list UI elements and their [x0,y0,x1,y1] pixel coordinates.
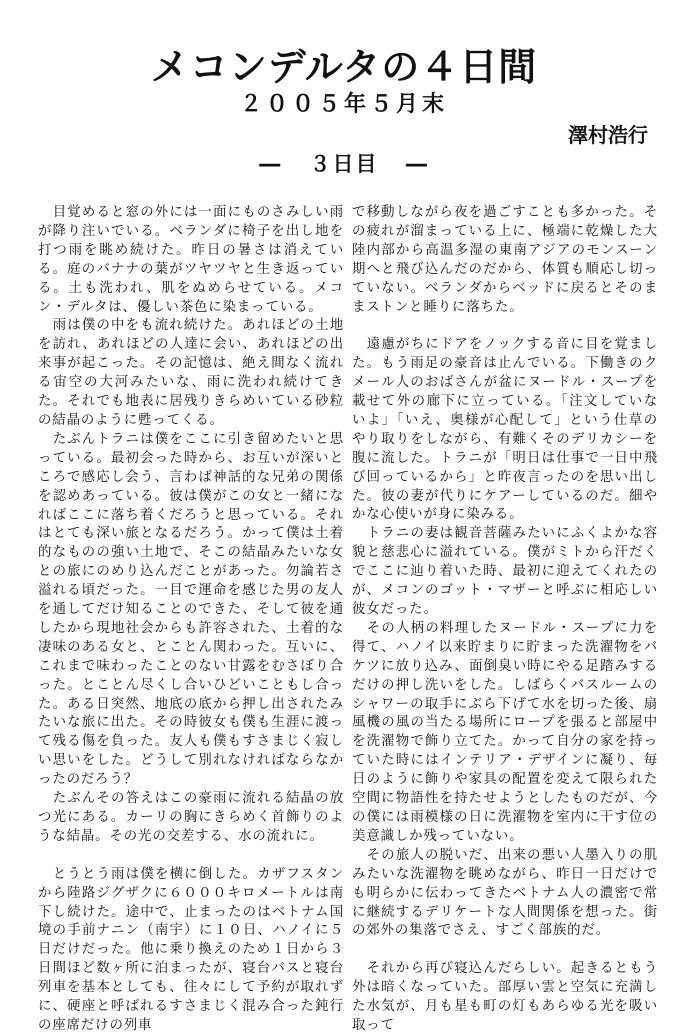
paragraph: で移動しながら夜を過ごすことも多かった。その疲れが溜まっている上に、極端に乾燥した大陸内部から高温多湿の東南アジアのモンスーン期へと飛び込んだのだから、体質も順応し切っていない。ベランダからベッドに戻るとそのままストンと睡りに落ちた。 [352,205,658,315]
chapter-heading [0,150,688,178]
chapter-dash-right: ― [405,152,429,176]
paragraph: その旅人の脱いだ、出来の悪い人墨入りの肌みたいな洗濯物を眺めながら、昨日一日だけでも明らかに伝わってきたベトナム人の濃密で常に継続するデリケートな人間関係を想った。街の郊外の集落でさえ、すごく部族的だ。 [352,847,658,939]
paragraph-spacer [352,317,658,336]
right-column [352,204,658,1036]
paragraph: それから再び寝込んだらしい。起きるともう外は暗くなっていた。部厚い雲と空気に充満した水気が、月も星も町の灯もあらゆる光を吸い取って [352,961,658,1033]
paragraph-spacer [38,847,344,866]
chapter-dash-left: ― [259,152,283,176]
chapter-label: ３日目 [309,152,379,176]
paragraph: 目覚めると窓の外には一面にものさみしい雨が降り注いでいる。ベランダに椅子を出し地を打つ雨を眺め続けた。昨日の暑さは消えている。庭のバナナの葉がツヤツヤと生き返っている。土も洗われ、肌をぬめらせている。メコン・デルタは、優しい茶色に染まっている。 [38,205,344,315]
author-name: 澤村浩行 [568,123,648,147]
left-column [38,204,344,1036]
document-title: メコンデルタの４日間 [150,45,538,89]
paragraph: たぶんトラニは僕をここに引き留めたいと思っている。最初会った時から、お互いが深いところで感応し会う、言わば神話的な兄弟の関係を認めあっている。彼は僕がこの女と一緒になればここに落ち着くだろうと思っている。それはとても深い旅となるだろう。かって僕は土着的なものの強い土地で、そこの結晶みたいな女との旅にのめり込んだことがあった。勿論若さ溢れる頃だった。一目で運命を感じた男の友人を通してだけ知ることのできた、そして彼を通したから現地社会からも許容された、土着的な凄味のある女と、とことん関わった。互いに、これまで味わったことのない甘露をむさぼり合った。とことん尽くし合いひどいこともし合った。ある日突然、地底の底から押し出されたみたいな旅に出た。その時彼女も僕も生涯に渡って残る傷を負った。友人も僕もすさまじく寂しい思いをした。どうして別れなければならなかったのだろう？ [38,431,344,788]
paragraph: たぶんその答えはこの豪雨に流れる結晶の放つ光にある。カーリの胸にきらめく首飾りのような結晶。その光の交差する、水の流れに。 [38,791,344,844]
paragraph: とうとう雨は僕を横に倒した。カザフスタンから陸路ジグザクに６０００キロメートルは南下し続けた。途中で、止まったのはベトナム国境の手前ナニン（南宇）に１０日、ハノイに５日だけだった。他に乗り換えのため１日から３日間ほど数ヶ所に泊まったが、寝台バスと寝台列車を基本としても、往々にして予約が取れずに、硬座と呼ばれるすさまじく混み合った鈍行の座席だけの列車 [38,866,344,1033]
paragraph-spacer [352,941,658,960]
paragraph: 遠慮がちにドアをノックする音に目を覚ました。もう雨足の豪音は止んでいる。下働きのクメール人のおばさんが盆にヌードル・スープを載せて外の廊下に立っている。「注文していないよ」「いえ、奥様が心配して」という仕草のやり取りをしながら、有難くそのデリカシーを腹に流した。トラニが「明日は仕事で一日中飛び回っているから」と昨夜言ったのを思い出した。彼の妻が代りにケアーしているのだ。細やかな心使いが身に染みる。 [352,337,658,523]
paragraph: 雨は僕の中をも流れ続けた。あれほどの土地を訪れ、あれほどの人達に会い、あれほどの出来事が起こった。その記憶は、絶え間なく流れる宙空の大河みたいな、雨に洗われ続けてきた。それでも地表に居残りきらめいている砂粒の結晶のように甦ってくる。 [38,318,344,428]
paragraph: その人柄の料理したヌードル・スープに力を得て、ハノイ以来貯まりに貯まった洗濯物をバケツに放り込み、面倒臭い時にやる足踏みするだけの押し洗いをした。しばらくバスルームのシャワーの取手にぶら下げて水を切った後、扇風機の風の当たる場所にロープを張ると部屋中を洗濯物で飾り立てた。かって自分の家を持っていた時にはインテリア・デザインに凝り、毎日のように飾りや家具の配置を変えて限られた空間に物語性を持たせようとしたものだが、今の僕には雨模様の日に洗濯物を室内に干す位の美意識しか残っていない。 [352,620,658,844]
document-date: ２００５年５月末 [239,92,448,117]
paragraph: トラニの妻は観音菩薩みたいにふくよかな容貌と慈悲心に溢れている。僕がミトから汗だくでここに辿り着いた時、最初に迎えてくれたのが、メコンのゴット・マザーと呼ぶに相応しい彼女だった。 [352,526,658,618]
